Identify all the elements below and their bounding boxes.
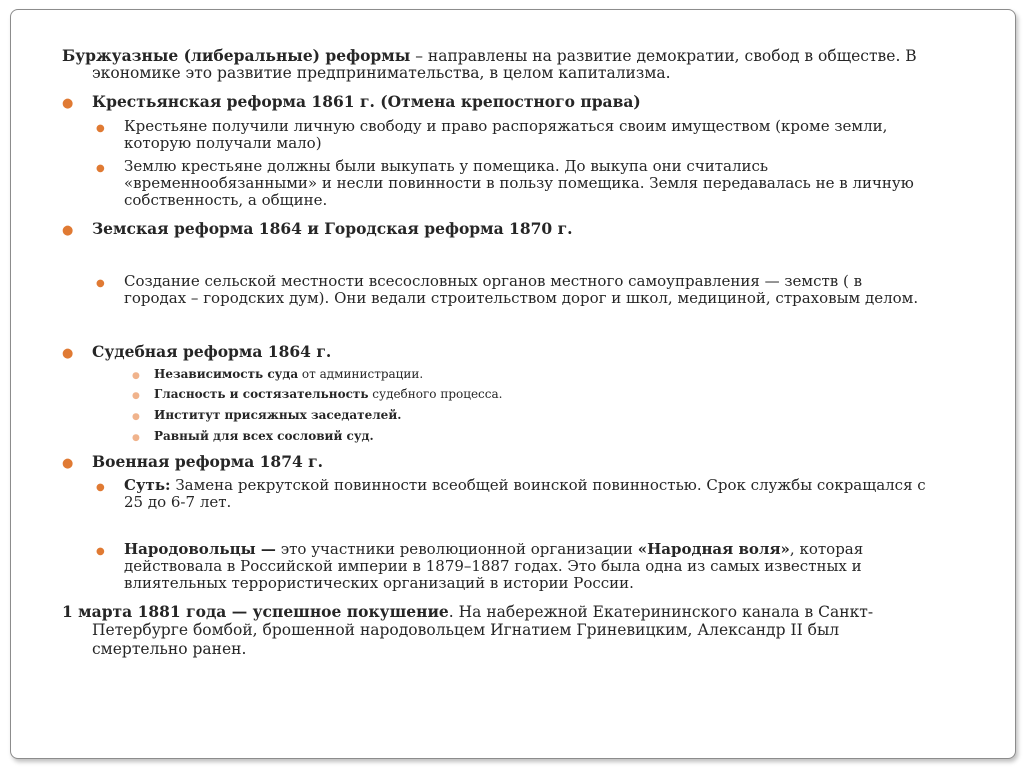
section2-item1-line2: городах – городских дум). Они ведали строительством дорог и школ, медициной, страховым делом.	[124, 289, 919, 307]
sub-bullet-icon: ●	[132, 391, 140, 401]
sub-bullet-icon: ●	[96, 546, 105, 557]
sub-bullet-icon: ●	[132, 412, 140, 422]
narodniki-bold-1: Народовольцы —	[124, 540, 276, 558]
sub-bullet-icon: ●	[132, 433, 140, 443]
narodniki-bold-2: «Народная воля»	[637, 540, 790, 558]
bullet-icon: ●	[62, 96, 74, 111]
section3-item3	[154, 408, 401, 422]
section2-title: Земская реформа 1864 и Городская реформа 1870 г.	[92, 219, 573, 238]
section3-item1-rest: от администрации.	[298, 367, 424, 381]
section3-item1-bold: Независимость суда	[154, 367, 299, 381]
bullet-icon: ●	[62, 456, 74, 471]
section4-narodniki-line1	[124, 541, 863, 558]
section3-item2-rest: судебного процесса.	[368, 387, 503, 401]
section3-item3-bold: Институт присяжных заседателей.	[154, 408, 402, 422]
section1-item2-line3: собственность, а общине.	[124, 191, 328, 209]
section1-item1-line2: которую получали мало)	[124, 134, 322, 152]
section4-essence-line2: 25 до 6-7 лет.	[124, 493, 232, 511]
bullet-icon: ●	[62, 346, 74, 361]
section4-title: Военная реформа 1874 г.	[92, 452, 324, 471]
sub-bullet-icon: ●	[96, 163, 105, 174]
sub-bullet-icon: ●	[96, 278, 105, 289]
narodniki-end: , которая	[789, 540, 864, 558]
closing-line-1	[62, 603, 873, 621]
section1-item2-line2: «временнообязанными» и несли повинности в пользу помещика. Земля передавалась не в личную	[124, 174, 914, 192]
section4-essence-line1	[124, 477, 926, 494]
section3-item2	[154, 387, 502, 401]
section4-narodniki-line2: действовала в Российской империи в 1879–1887 годах. Это была одна из самых известных и	[124, 557, 862, 575]
closing-bold: 1 марта 1881 года — успешное покушение	[62, 602, 449, 621]
section4-essence-rest: Замена рекрутской повинности всеобщей воинской повинностью. Срок службы сокращался с	[170, 476, 926, 494]
section1-item1-line1: Крестьяне получили личную свободу и право распоряжаться своим имуществом (кроме земли,	[124, 117, 888, 135]
section4-essence-bold: Суть:	[124, 476, 171, 494]
intro-bold: Буржуазные (либеральные) реформы	[62, 46, 411, 65]
closing-line-2: Петербурге бомбой, брошенной народовольцем Игнатием Гриневицким, Александр II был	[92, 621, 840, 639]
narodniki-mid: это участники революционной организации	[275, 540, 638, 558]
section3-item4-bold: Равный для всех сословий суд.	[154, 429, 374, 443]
closing-rest: . На набережной Екатерининского канала в Санкт-	[448, 603, 874, 621]
intro-line-2: экономике это развитие предпринимательства, в целом капитализма.	[92, 64, 671, 82]
section1-title: Крестьянская реформа 1861 г. (Отмена крепостного права)	[92, 92, 641, 111]
section3-item4	[154, 429, 374, 443]
section2-item1-line1: Создание сельской местности всесословных органов местного самоуправления — земств ( в	[124, 272, 863, 290]
section3-title: Судебная реформа 1864 г.	[92, 342, 332, 361]
intro-line-1	[62, 47, 917, 65]
intro-rest: – направлены на развитие демократии, свобод в обществе. В	[410, 47, 917, 65]
section3-item1	[154, 367, 423, 381]
section1-item2-line1: Землю крестьяне должны были выкупать у помещика. До выкупа они считались	[124, 157, 769, 175]
sub-bullet-icon: ●	[96, 123, 105, 134]
sub-bullet-icon: ●	[132, 371, 140, 381]
closing-line-3: смертельно ранен.	[92, 640, 247, 658]
section4-narodniki-line3: влиятельных террористических организаций в истории России.	[124, 574, 634, 592]
sub-bullet-icon: ●	[96, 482, 105, 493]
section3-item2-bold: Гласность и состязательность	[154, 387, 369, 401]
bullet-icon: ●	[62, 223, 74, 238]
